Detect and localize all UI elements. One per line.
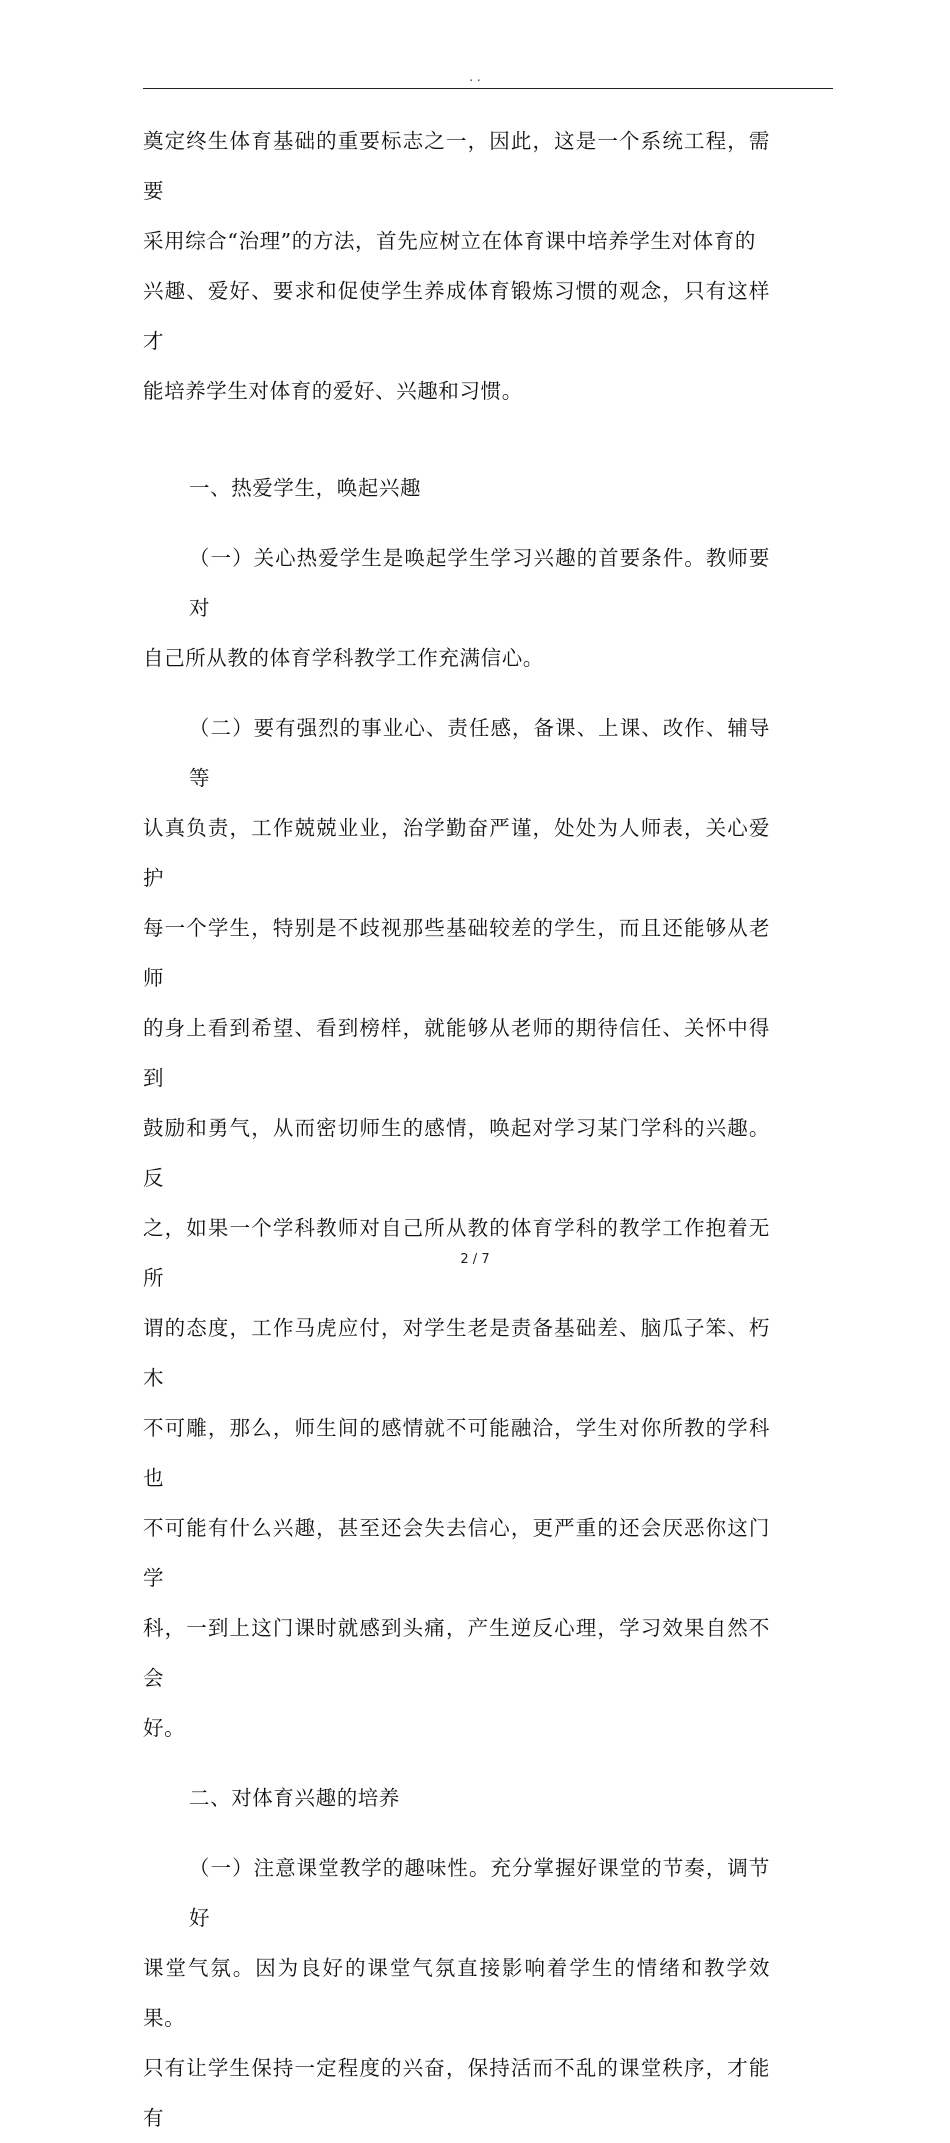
section-heading-1: 一、热爱学生，唤起兴趣: [189, 476, 422, 500]
paragraph-line: 的身上看到希望、看到榜样，就能够从老师的期待信任、关怀中得到: [143, 1016, 770, 1090]
paragraph-line: 能培养学生对体育的爱好、兴趣和习惯。: [143, 379, 523, 403]
paragraph-line: 好。: [143, 1716, 186, 1740]
paragraph-line: （二）要有强烈的事业心、责任感，备课、上课、改作、辅导等: [189, 716, 770, 790]
paragraph-line: 只有让学生保持一定程度的兴奋，保持活而不乱的课堂秩序，才能有: [143, 2056, 770, 2130]
header-rule: [143, 88, 833, 89]
paragraph-line: 自己所从教的体育学科教学工作充满信心。: [143, 646, 544, 670]
paragraph-line: 兴趣、爱好、要求和促使学生养成体育锻炼习惯的观念，只有这样才: [143, 279, 770, 353]
paragraph-line: 科，一到上这门课时就感到头痛，产生逆反心理，学习效果自然不会: [143, 1616, 770, 1690]
paragraph-line: 每一个学生，特别是不歧视那些基础较差的学生，而且还能够从老师: [143, 916, 770, 990]
page-header-mark: . .: [469, 70, 481, 84]
document-body: [143, 116, 770, 2143]
paragraph-line: 采用综合“治理”的方法，首先应树立在体育课中培养学生对体育的: [143, 229, 756, 253]
paragraph-line: 不可能有什么兴趣，甚至还会失去信心，更严重的还会厌恶你这门学: [143, 1516, 770, 1590]
page-number: 2 / 7: [460, 1252, 490, 1267]
paragraph-line: 之，如果一个学科教师对自己所从教的体育学科的教学工作抱着无所: [143, 1216, 770, 1290]
paragraph-line: 鼓励和勇气，从而密切师生的感情，唤起对学习某门学科的兴趣。反: [143, 1116, 770, 1190]
paragraph-line: （一）注意课堂教学的趣味性。充分掌握好课堂的节奏，调节好: [189, 1856, 770, 1930]
paragraph-line: 认真负责，工作兢兢业业，治学勤奋严谨，处处为人师表，关心爱护: [143, 816, 770, 890]
section-heading-2: 二、对体育兴趣的培养: [189, 1786, 400, 1810]
paragraph-line: 谓的态度，工作马虎应付，对学生老是责备基础差、脑瓜子笨、朽木: [143, 1316, 770, 1390]
paragraph-line: 奠定终生体育基础的重要标志之一，因此，这是一个系统工程，需要: [143, 129, 770, 203]
paragraph-line: 不可雕，那么，师生间的感情就不可能融洽，学生对你所教的学科也: [143, 1416, 770, 1490]
paragraph-line: 课堂气氛。因为良好的课堂气氛直接影响着学生的情绪和教学效果。: [143, 1956, 770, 2030]
paragraph-line: （一）关心热爱学生是唤起学生学习兴趣的首要条件。教师要对: [189, 546, 770, 620]
